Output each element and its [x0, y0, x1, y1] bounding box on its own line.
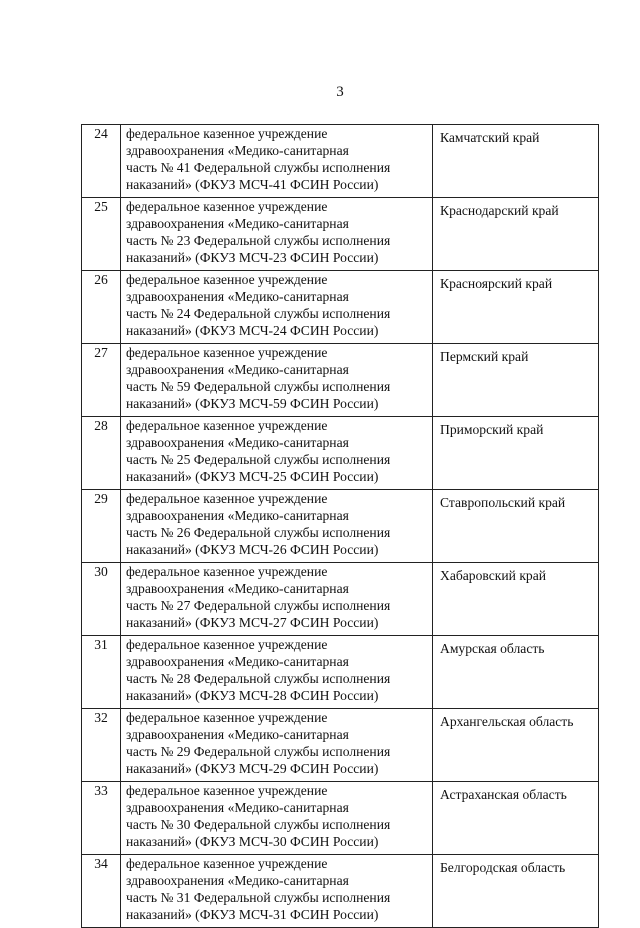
table-row	[82, 344, 599, 417]
row-number: 33	[82, 782, 121, 855]
institution-name-line: федеральное казенное учреждение	[126, 199, 328, 214]
table-body	[82, 125, 599, 928]
region-name: Пермский край	[433, 344, 599, 417]
institution-name-line: здравоохранения «Медико-санитарная	[126, 654, 349, 670]
institution-name	[121, 198, 433, 271]
region-name: Архангельская область	[433, 709, 599, 782]
institution-name-line: здравоохранения «Медико-санитарная	[126, 508, 349, 524]
table-row	[82, 198, 599, 271]
institution-name-line: федеральное казенное учреждение	[126, 637, 328, 652]
institution-name-line: здравоохранения «Медико-санитарная	[126, 581, 349, 597]
table-row	[82, 563, 599, 636]
institution-name-line: здравоохранения «Медико-санитарная	[126, 435, 349, 451]
table-row	[82, 490, 599, 563]
institution-name-line: здравоохранения «Медико-санитарная	[126, 216, 349, 232]
institution-name-line: федеральное казенное учреждение	[126, 418, 328, 433]
region-name: Астраханская область	[433, 782, 599, 855]
institution-name-line: наказаний» (ФКУЗ МСЧ-27 ФСИН России)	[126, 615, 379, 631]
row-number: 31	[82, 636, 121, 709]
institution-name-line: федеральное казенное учреждение	[126, 491, 328, 506]
region-name: Амурская область	[433, 636, 599, 709]
region-name: Хабаровский край	[433, 563, 599, 636]
row-number: 27	[82, 344, 121, 417]
institution-name-line: федеральное казенное учреждение	[126, 856, 328, 871]
table-row	[82, 855, 599, 928]
institutions-table	[81, 124, 599, 928]
institution-name	[121, 490, 433, 563]
institution-name-line: здравоохранения «Медико-санитарная	[126, 800, 349, 816]
table-row	[82, 125, 599, 198]
region-name: Красноярский край	[433, 271, 599, 344]
institution-name-line: часть № 24 Федеральной службы исполнения	[126, 306, 391, 322]
row-number: 34	[82, 855, 121, 928]
table-row	[82, 417, 599, 490]
institution-name	[121, 417, 433, 490]
institution-name-line: федеральное казенное учреждение	[126, 126, 328, 141]
institution-name-line: наказаний» (ФКУЗ МСЧ-59 ФСИН России)	[126, 396, 379, 412]
institution-name-line: часть № 59 Федеральной службы исполнения	[126, 379, 391, 395]
institution-name	[121, 344, 433, 417]
institution-name-line: здравоохранения «Медико-санитарная	[126, 289, 349, 305]
institution-name-line: здравоохранения «Медико-санитарная	[126, 143, 349, 159]
institution-name-line: федеральное казенное учреждение	[126, 272, 328, 287]
institution-name-line: наказаний» (ФКУЗ МСЧ-31 ФСИН России)	[126, 907, 379, 923]
region-name: Белгородская область	[433, 855, 599, 928]
institution-name-line: наказаний» (ФКУЗ МСЧ-30 ФСИН России)	[126, 834, 379, 850]
institution-name	[121, 563, 433, 636]
institution-name-line: наказаний» (ФКУЗ МСЧ-29 ФСИН России)	[126, 761, 379, 777]
page-number: 3	[336, 84, 344, 100]
region-name: Ставропольский край	[433, 490, 599, 563]
institution-name-line: часть № 30 Федеральной службы исполнения	[126, 817, 391, 833]
institution-name-line: федеральное казенное учреждение	[126, 345, 328, 360]
institution-name	[121, 125, 433, 198]
institution-name-line: часть № 31 Федеральной службы исполнения	[126, 890, 391, 906]
institution-name-line: наказаний» (ФКУЗ МСЧ-26 ФСИН России)	[126, 542, 379, 558]
institution-name-line: часть № 26 Федеральной службы исполнения	[126, 525, 391, 541]
institution-name-line: часть № 23 Федеральной службы исполнения	[126, 233, 391, 249]
institution-name-line: федеральное казенное учреждение	[126, 783, 328, 798]
row-number: 32	[82, 709, 121, 782]
institution-name-line: здравоохранения «Медико-санитарная	[126, 727, 349, 743]
row-number: 25	[82, 198, 121, 271]
region-name: Приморский край	[433, 417, 599, 490]
institution-name-line: федеральное казенное учреждение	[126, 710, 328, 725]
institution-name-line: часть № 27 Федеральной службы исполнения	[126, 598, 391, 614]
row-number: 24	[82, 125, 121, 198]
institution-name-line: наказаний» (ФКУЗ МСЧ-23 ФСИН России)	[126, 250, 379, 266]
institution-name-line: наказаний» (ФКУЗ МСЧ-41 ФСИН России)	[126, 177, 379, 193]
row-number: 28	[82, 417, 121, 490]
table-row	[82, 636, 599, 709]
row-number: 29	[82, 490, 121, 563]
table-row	[82, 271, 599, 344]
institution-name	[121, 709, 433, 782]
institution-name-line: наказаний» (ФКУЗ МСЧ-24 ФСИН России)	[126, 323, 379, 339]
institution-name	[121, 271, 433, 344]
institution-name	[121, 855, 433, 928]
region-name: Камчатский край	[433, 125, 599, 198]
institution-name-line: часть № 28 Федеральной службы исполнения	[126, 671, 391, 687]
region-name: Краснодарский край	[433, 198, 599, 271]
institution-name-line: здравоохранения «Медико-санитарная	[126, 362, 349, 378]
institution-name-line: наказаний» (ФКУЗ МСЧ-28 ФСИН России)	[126, 688, 379, 704]
row-number: 30	[82, 563, 121, 636]
institution-name	[121, 782, 433, 855]
institution-name-line: федеральное казенное учреждение	[126, 564, 328, 579]
row-number: 26	[82, 271, 121, 344]
institution-name-line: здравоохранения «Медико-санитарная	[126, 873, 349, 889]
institution-name	[121, 636, 433, 709]
institution-name-line: часть № 25 Федеральной службы исполнения	[126, 452, 391, 468]
institution-name-line: часть № 29 Федеральной службы исполнения	[126, 744, 391, 760]
table-row	[82, 709, 599, 782]
table-row	[82, 782, 599, 855]
institution-name-line: часть № 41 Федеральной службы исполнения	[126, 160, 391, 176]
institution-name-line: наказаний» (ФКУЗ МСЧ-25 ФСИН России)	[126, 469, 379, 485]
